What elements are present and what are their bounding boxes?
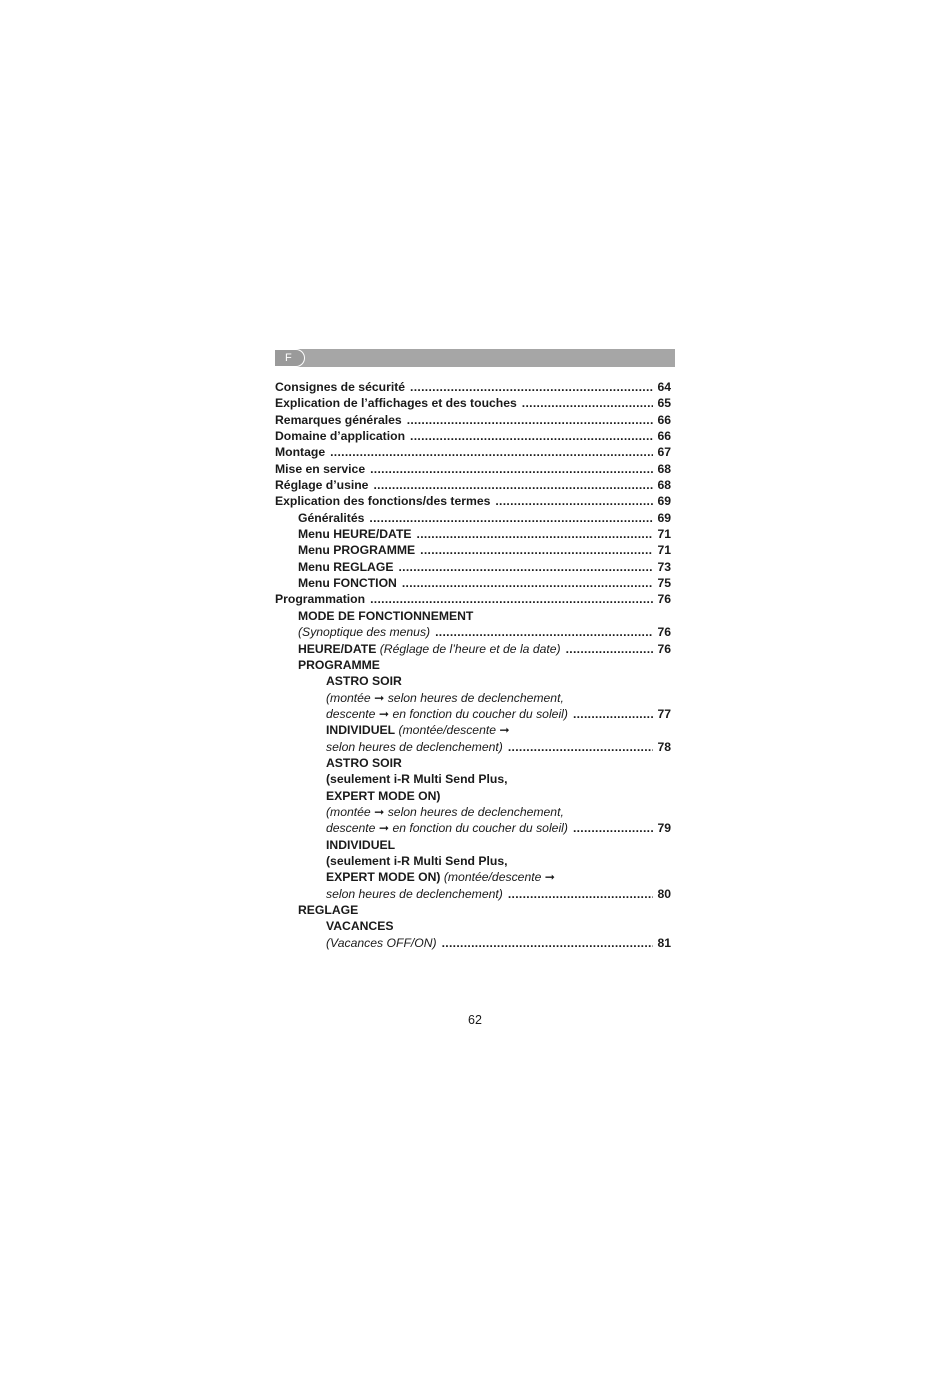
- toc-entry: [275, 869, 671, 885]
- toc-page-number: 68: [657, 478, 671, 493]
- toc-entry-text: (montée/descente ➞: [440, 870, 555, 885]
- dot-leader: [435, 624, 653, 640]
- toc-entry-text: (seulement i-R Multi Send Plus,: [326, 772, 508, 787]
- toc-page-number: 73: [657, 559, 671, 574]
- toc-entry-text: ASTRO SOIR: [326, 755, 402, 770]
- toc-entry: [275, 477, 671, 493]
- dot-leader: [370, 461, 653, 477]
- toc-entry-text: ASTRO SOIR: [326, 674, 402, 689]
- toc-entry-text: INDIVIDUEL: [326, 837, 396, 852]
- toc-entry-text: VACANCES: [326, 919, 394, 934]
- toc-entry-text: (Synoptique des menus): [298, 625, 431, 640]
- language-tab: F: [275, 349, 305, 367]
- toc-entry: [275, 444, 671, 460]
- table-of-contents: [275, 379, 671, 951]
- toc-page-number: 68: [657, 461, 671, 476]
- dot-leader: [566, 641, 654, 657]
- toc-entry-text: (montée ➞ selon heures de declenchement,: [326, 804, 564, 819]
- toc-entry-text: Menu PROGRAMME: [298, 543, 416, 558]
- toc-page-number: 76: [657, 625, 671, 640]
- toc-entry-text: Menu REGLAGE: [298, 559, 394, 574]
- toc-page-number: 81: [657, 935, 671, 950]
- toc-entry-text: INDIVIDUEL: [326, 723, 396, 738]
- toc-entry-text: descente ➞ en fonction du coucher du soleil): [326, 706, 568, 721]
- toc-entry-text: REGLAGE: [298, 903, 359, 917]
- toc-entry: [275, 428, 671, 444]
- toc-page-number: 76: [657, 592, 671, 607]
- toc-entry: [275, 820, 671, 836]
- toc-page-number: 76: [657, 641, 671, 656]
- dot-leader: [402, 575, 654, 591]
- dot-leader: [398, 559, 653, 575]
- toc-entry-text: PROGRAMME: [298, 657, 380, 672]
- toc-page-number: 69: [657, 510, 671, 525]
- toc-entry-text: (Vacances OFF/ON): [326, 935, 437, 950]
- toc-entry: [275, 886, 671, 902]
- dot-leader: [495, 493, 653, 509]
- toc-entry: [275, 559, 671, 575]
- toc-entry: [275, 591, 671, 607]
- toc-entry: [275, 918, 671, 934]
- toc-entry: [275, 739, 671, 755]
- toc-entry-text: (seulement i-R Multi Send Plus,: [326, 853, 508, 868]
- toc-page-number: 79: [657, 821, 671, 836]
- dot-leader: [370, 591, 653, 607]
- dot-leader: [442, 935, 654, 951]
- dot-leader: [508, 886, 654, 902]
- dot-leader: [373, 477, 653, 493]
- toc-entry: [275, 755, 671, 771]
- toc-entry: [275, 379, 671, 395]
- toc-entry-text: EXPERT MODE ON): [326, 788, 441, 803]
- toc-entry-text: EXPERT MODE ON): [326, 870, 441, 885]
- dot-leader: [330, 444, 653, 460]
- dot-leader: [573, 706, 654, 722]
- toc-entry: [275, 853, 671, 869]
- dot-leader: [417, 526, 654, 542]
- toc-page-number: 66: [657, 429, 671, 444]
- toc-entry-text: (montée/descente ➞: [395, 723, 510, 738]
- toc-entry: [275, 935, 671, 951]
- dot-leader: [407, 412, 654, 428]
- dot-leader: [420, 542, 653, 558]
- toc-entry: [275, 608, 671, 624]
- toc-entry: [275, 690, 671, 706]
- toc-entry: [275, 493, 671, 509]
- dot-leader: [573, 820, 654, 836]
- toc-entry: [275, 641, 671, 657]
- toc-entry-text: Explication de l’affichages et des touches: [275, 396, 517, 411]
- section-header-bar: [275, 349, 675, 367]
- dot-leader: [410, 428, 653, 444]
- toc-entry: [275, 722, 671, 738]
- toc-entry: [275, 510, 671, 526]
- toc-entry: [275, 657, 671, 673]
- toc-page-number: 64: [657, 380, 671, 394]
- toc-entry: [275, 788, 671, 804]
- toc-entry-text: Programmation: [275, 592, 366, 607]
- toc-entry: [275, 624, 671, 640]
- toc-entry-text: (Réglage de l’heure et de la date): [376, 641, 561, 656]
- toc-entry-text: Réglage d’usine: [275, 478, 369, 493]
- toc-entry: [275, 804, 671, 820]
- toc-page-number: 78: [657, 739, 671, 754]
- toc-page-number: 71: [657, 527, 671, 542]
- toc-entry: [275, 902, 671, 918]
- toc-entry: [275, 395, 671, 411]
- page-number: 62: [468, 1013, 482, 1027]
- toc-entry-text: Montage: [275, 445, 326, 460]
- toc-entry: [275, 412, 671, 428]
- toc-entry-text: Consignes de sécurité: [275, 380, 406, 394]
- toc-entry-text: Domaine d’application: [275, 429, 406, 444]
- toc-entry-text: selon heures de declenchement): [326, 886, 503, 901]
- toc-page-number: 66: [657, 412, 671, 427]
- toc-entry-text: Menu HEURE/DATE: [298, 527, 412, 542]
- dot-leader: [410, 379, 653, 395]
- toc-page-number: 71: [657, 543, 671, 558]
- dot-leader: [508, 739, 654, 755]
- toc-entry-text: Généralités: [298, 510, 365, 525]
- toc-entry: [275, 771, 671, 787]
- toc-entry: [275, 575, 671, 591]
- toc-entry: [275, 706, 671, 722]
- toc-entry-text: Menu FONCTION: [298, 576, 397, 591]
- toc-entry: [275, 837, 671, 853]
- toc-entry: [275, 673, 671, 689]
- toc-entry-text: HEURE/DATE: [298, 641, 377, 656]
- toc-page-number: 75: [657, 576, 671, 591]
- toc-entry-text: Remarques générales: [275, 412, 402, 427]
- toc-page-number: 65: [657, 396, 671, 411]
- toc-entry-text: Mise en service: [275, 461, 366, 476]
- toc-entry-text: (montée ➞ selon heures de declenchement,: [326, 690, 564, 705]
- toc-page-number: 80: [657, 886, 671, 901]
- toc-entry: [275, 461, 671, 477]
- toc-page-number: 67: [657, 445, 671, 460]
- dot-leader: [369, 510, 653, 526]
- toc-page-number: 77: [657, 706, 671, 721]
- toc-page-number: 69: [657, 494, 671, 509]
- toc-entry-text: MODE DE FONCTIONNEMENT: [298, 608, 474, 623]
- toc-entry: [275, 542, 671, 558]
- dot-leader: [522, 395, 654, 411]
- toc-entry-text: Explication des fonctions/des termes: [275, 494, 491, 509]
- toc-entry: [275, 526, 671, 542]
- toc-entry-text: descente ➞ en fonction du coucher du soleil): [326, 821, 568, 836]
- toc-entry-text: selon heures de declenchement): [326, 739, 503, 754]
